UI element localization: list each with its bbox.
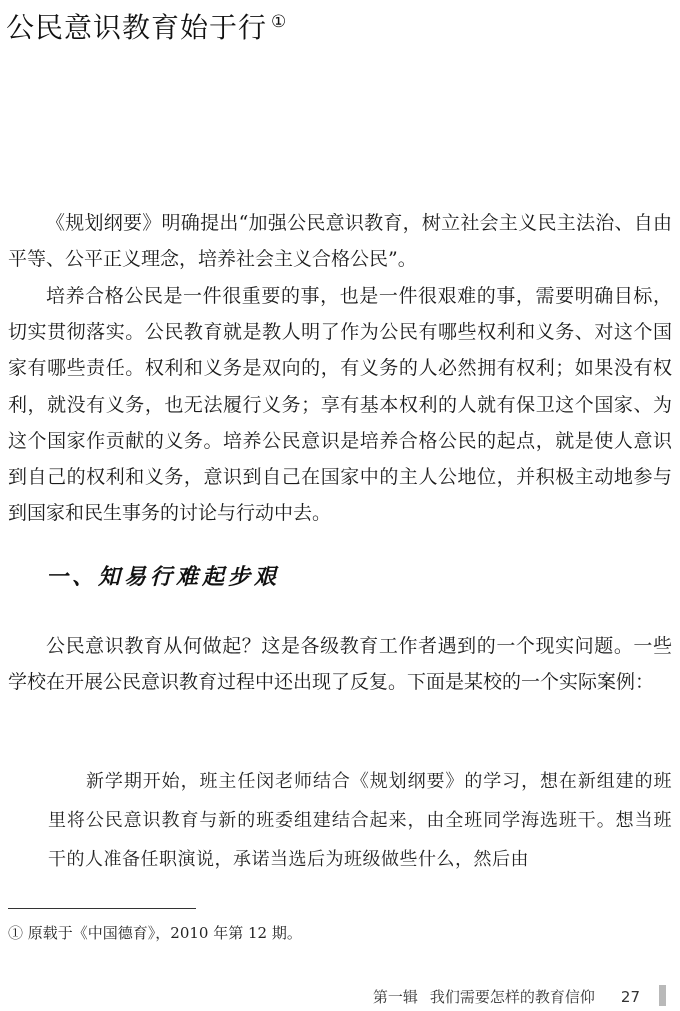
body-paragraph-2: 公民意识教育从何做起？这是各级教育工作者遇到的一个现实问题。一些学校在开展公民意识教育过程中还出现了反复。下面是某校的一个实际案例： <box>8 635 672 694</box>
page-number: 27 <box>620 988 640 1006</box>
body-paragraph: 培养合格公民是一件很重要的事，也是一件很艰难的事，需要明确目标，切实贯彻落实。公民教育就是教人明了作为公民有哪些权利和义务、对这个国家有哪些责任。权利和义务是双向的，有义务的人必然拥有权利；如果没有权利，就没有义务，也无法履行义务；享有基本权利的人就有保卫这个国家、为这个国家作贡献的义务。培养公民意识是培养合格公民的起点，就是使人意识到自己的权利和义务，意识到自己在国家中的主人公地位，并积极主动地参与到国家和民生事务的讨论与行动中去。 <box>8 285 672 525</box>
title-text: 公民意识教育始于行 <box>6 11 268 44</box>
page-edge-marker <box>659 985 666 1006</box>
intro-paragraph: 《规划纲要》明确提出“加强公民意识教育，树立社会主义民主法治、自由平等、公平正义理念，培养社会主义合格公民”。 <box>8 212 672 271</box>
section-heading: 一、知易行难起步艰 <box>46 564 281 590</box>
page-footer <box>373 986 640 1007</box>
footnote: ① 原载于《中国德育》，2010 年第 12 期。 <box>8 924 302 942</box>
footer-section: 第一辑 <box>372 988 418 1006</box>
footer-chapter: 我们需要怎样的教育信仰 <box>429 988 595 1006</box>
article-title <box>6 4 287 46</box>
footnote-reference[interactable]: ① <box>271 12 288 32</box>
case-quote: 新学期开始，班主任闵老师结合《规划纲要》的学习，想在新组建的班里将公民意识教育与新的班委组建结合起来，由全班同学海选班干。想当班干的人准备任职演说，承诺当选后为班级做些什么，然后由 <box>48 771 672 870</box>
footnote-divider <box>8 908 196 909</box>
